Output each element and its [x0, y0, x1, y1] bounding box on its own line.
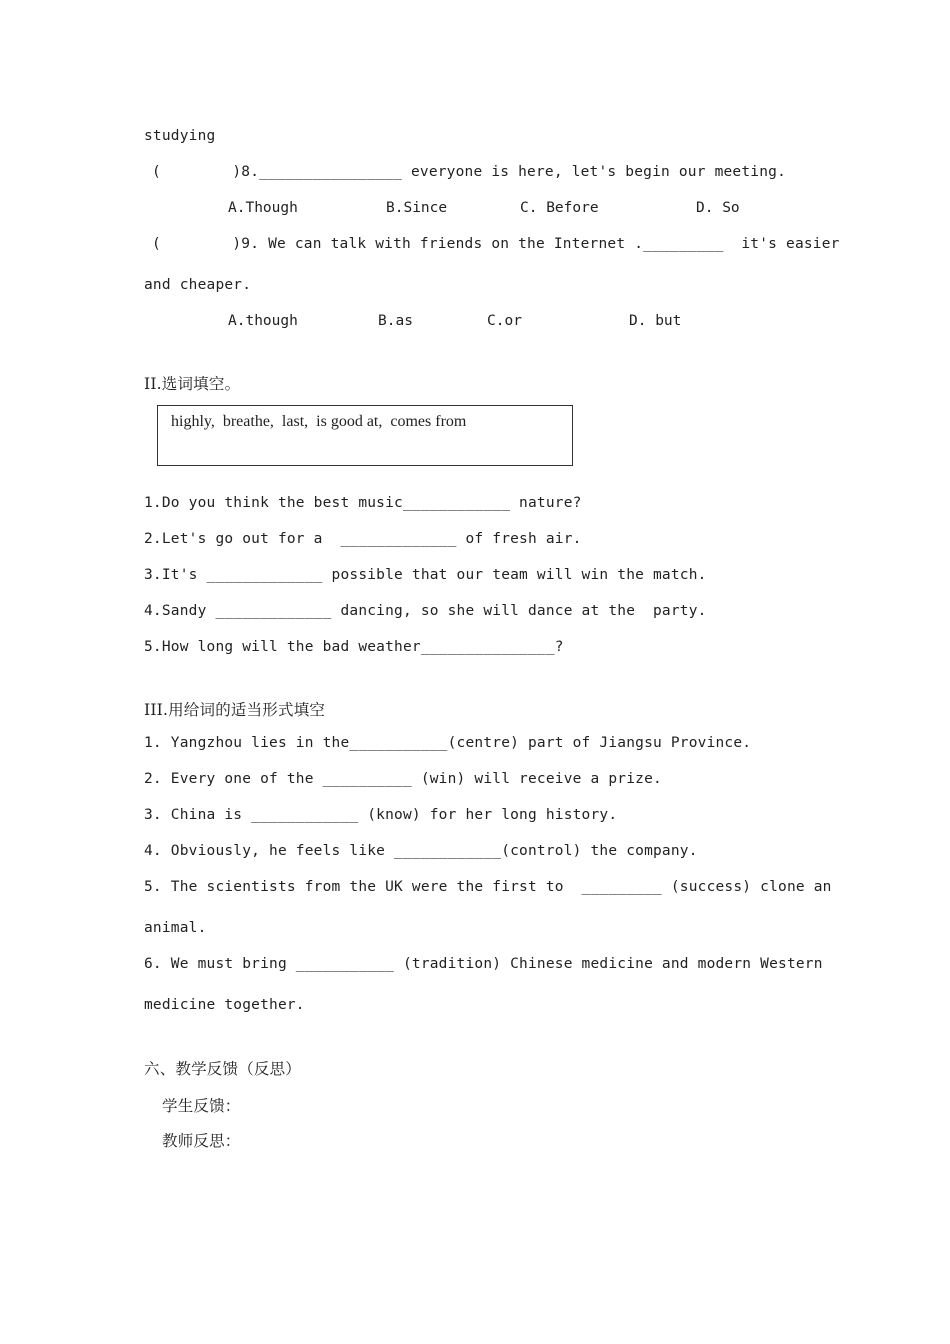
s3-item-2: 2. Every one of the __________ (win) will receive a prize. [144, 771, 662, 787]
section-2-title: II.选词填空。 [144, 375, 241, 393]
word-bank-box [157, 405, 573, 466]
student-feedback-label: 学生反馈： [162, 1097, 241, 1115]
word-bank-text: highly, breathe, last, is good at, comes from [171, 413, 467, 430]
s2-item-3: 3.It's _____________ possible that our team will win the match. [144, 567, 707, 583]
s2-item-2: 2.Let's go out for a _____________ of fresh air. [144, 531, 582, 547]
s2-item-5: 5.How long will the bad weather_______________? [144, 639, 564, 655]
s3-item-5: 5. The scientists from the UK were the first to _________ (success) clone an [144, 879, 832, 895]
q8-option-c: C. Before [520, 200, 599, 216]
section-6-title: 六、教学反馈（反思） [144, 1060, 302, 1078]
q9-option-c: C.or [487, 313, 522, 329]
teacher-reflection-label: 教师反思： [162, 1132, 241, 1150]
q8-option-b: B.Since [386, 200, 448, 216]
s3-item-3: 3. China is ____________ (know) for her long history. [144, 807, 618, 823]
s3-item-4: 4. Obviously, he feels like ____________(control) the company. [144, 843, 698, 859]
question-9-stem: ( )9. We can talk with friends on the Internet ._________ it's easier [152, 236, 840, 252]
s3-item-6-cont: medicine together. [144, 997, 305, 1013]
s2-item-4: 4.Sandy _____________ dancing, so she will dance at the party. [144, 603, 707, 619]
q9-option-d: D. but [629, 313, 682, 329]
question-9-stem-cont: and cheaper. [144, 277, 252, 293]
q8-option-d: D. So [696, 200, 740, 216]
q9-option-b: B.as [378, 313, 413, 329]
s3-item-6: 6. We must bring ___________ (tradition) Chinese medicine and modern Western [144, 956, 823, 972]
question-8-stem: ( )8.________________ everyone is here, let's begin our meeting. [152, 164, 787, 180]
section-3-title: III.用给词的适当形式填空 [144, 701, 326, 719]
q8-option-a: A.Though [228, 200, 298, 216]
s3-item-1: 1. Yangzhou lies in the___________(centre) part of Jiangsu Province. [144, 735, 752, 751]
q9-option-a: A.though [228, 313, 298, 329]
s3-item-5-cont: animal. [144, 920, 207, 936]
carryover-word: studying [144, 128, 216, 144]
s2-item-1: 1.Do you think the best music____________ nature? [144, 495, 582, 511]
